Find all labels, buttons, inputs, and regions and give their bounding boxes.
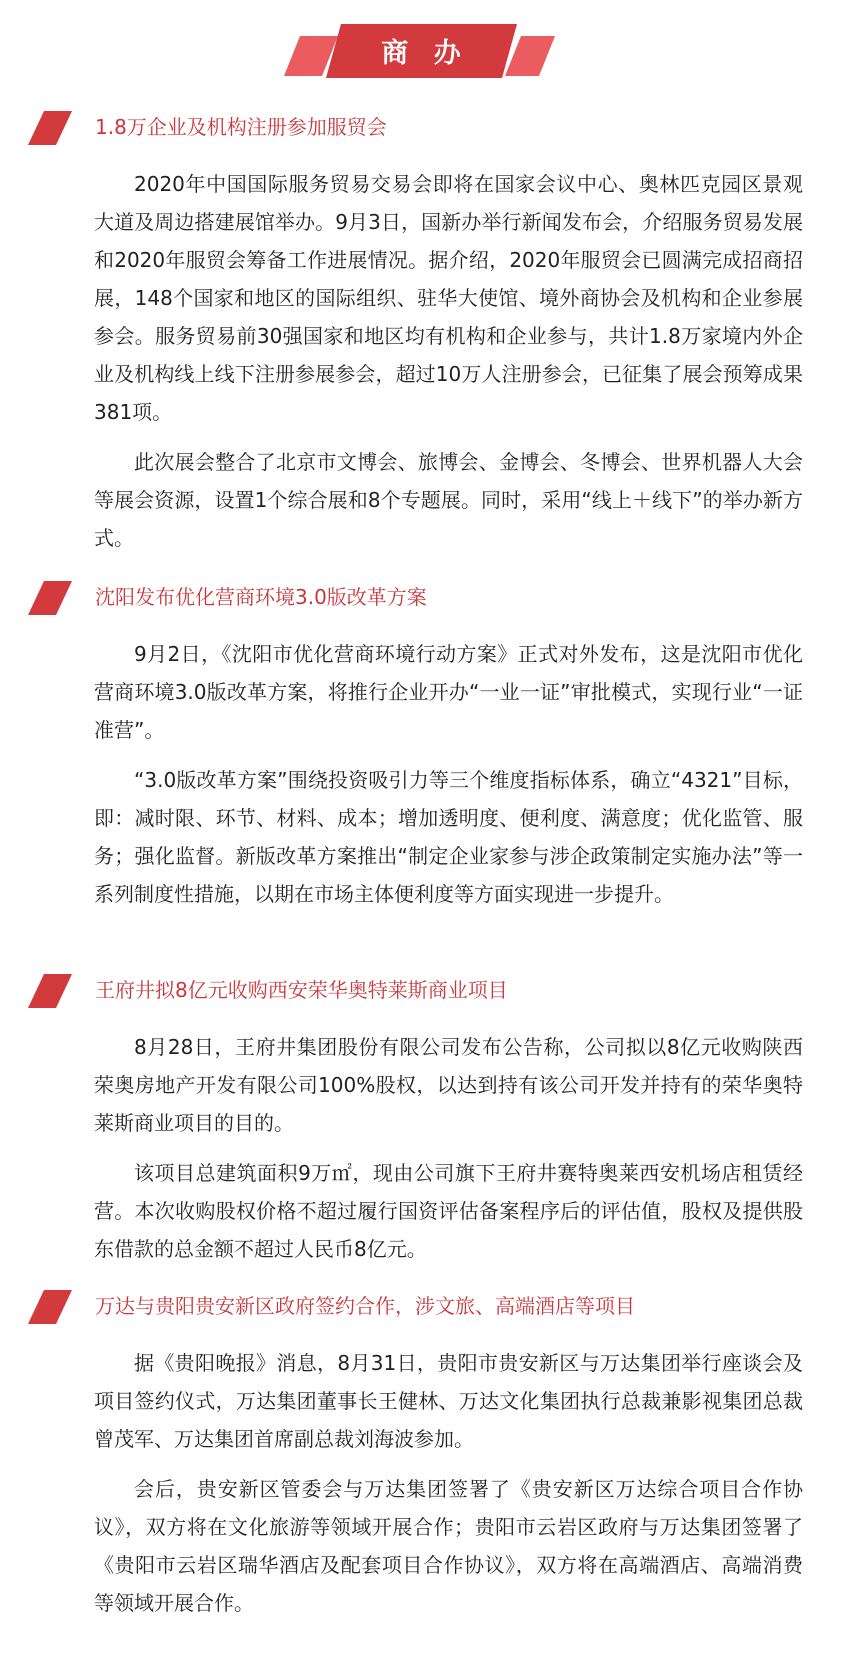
article-section-2 xyxy=(0,577,853,913)
paragraph: 2020年中国国际服务贸易交易会即将在国家会议中心、奥林匹克园区景观大道及周边搭建展馆举办。9月3日，国新办举行新闻发布会，介绍服务贸易发展和2020年服贸会筹备工作进展情况。据介绍，2020年服贸会已圆满完成招商招展，148个国家和地区的国际组织、驻华大使馆、境外商协会及机构和企业参展参会。服务贸易前30强国家和地区均有机构和企业参与，共计1.8万家境内外企业及机构线上线下注册参展参会，超过10万人注册参会，已征集了展会预筹成果381项。 xyxy=(94,172,803,424)
section-body xyxy=(0,165,853,557)
article-section-4 xyxy=(0,1286,853,1622)
paragraph: 会后，贵安新区管委会与万达集团签署了《贵安新区万达综合项目合作协议》，双方将在文化旅游等领域开展合作；贵阳市云岩区政府与万达集团签署了《贵阳市云岩区瑞华酒店及配套项目合作协议》，双方将在高端酒店、高端消费等领域开展合作。 xyxy=(94,1477,803,1615)
paragraph: 9月2日，《沈阳市优化营商环境行动方案》正式对外发布，这是沈阳市优化营商环境3.0版改革方案，将推行企业开办“一业一证”审批模式，实现行业“一证准营”。 xyxy=(94,642,803,742)
section-heading xyxy=(0,107,853,147)
paragraph: “3.0版改革方案”围绕投资吸引力等三个维度指标体系，确立“4321”目标，即：减时限、环节、材料、成本；增加透明度、便利度、满意度；优化监管、服务；强化监督。新版改革方案推出“制定企业家参与涉企政策制定实施办法”等一系列制度性措施，以期在市场主体便利度等方面实现进一步提升。 xyxy=(94,768,803,906)
section-body xyxy=(0,635,853,913)
heading-marker-icon xyxy=(28,111,72,145)
heading-text: 王府井拟8亿元收购西安荣华奥特莱斯商业项目 xyxy=(95,978,508,1002)
heading-marker-icon xyxy=(28,974,72,1008)
heading-text: 沈阳发布优化营商环境3.0版改革方案 xyxy=(95,585,427,609)
paragraph: 8月28日，王府井集团股份有限公司发布公告称，公司拟以8亿元收购陕西荣奥房地产开发有限公司100%股权，以达到持有该公司开发并持有的荣华奥特莱斯商业项目的目的。 xyxy=(94,1035,803,1135)
banner-title: 商 办 xyxy=(381,38,469,69)
section-body xyxy=(0,1028,853,1268)
paragraph: 此次展会整合了北京市文博会、旅博会、金博会、冬博会、世界机器人大会等展会资源，设置1个综合展和8个专题展。同时，采用“线上＋线下”的举办新方式。 xyxy=(94,450,803,550)
heading-marker-icon xyxy=(28,1290,72,1324)
paragraph: 据《贵阳晚报》消息，8月31日，贵阳市贵安新区与万达集团举行座谈会及项目签约仪式，万达集团董事长王健林、万达文化集团执行总裁兼影视集团总裁曾茂军、万达集团首席副总裁刘海波参加。 xyxy=(94,1351,803,1451)
section-body xyxy=(0,1344,853,1622)
section-heading xyxy=(0,970,853,1010)
article-section-1 xyxy=(0,107,853,557)
heading-text: 万达与贵阳贵安新区政府签约合作，涉文旅、高端酒店等项目 xyxy=(95,1294,635,1318)
article-section-3 xyxy=(0,970,853,1268)
section-heading xyxy=(0,577,853,617)
paragraph: 该项目总建筑面积9万㎡，现由公司旗下王府井赛特奥莱西安机场店租赁经营。本次收购股权价格不超过履行国资评估备案程序后的评估值，股权及提供股东借款的总金额不超过人民币8亿元。 xyxy=(94,1161,803,1261)
section-banner xyxy=(0,0,853,100)
heading-text: 1.8万企业及机构注册参加服贸会 xyxy=(95,115,387,139)
heading-marker-icon xyxy=(28,581,72,615)
section-heading xyxy=(0,1286,853,1326)
